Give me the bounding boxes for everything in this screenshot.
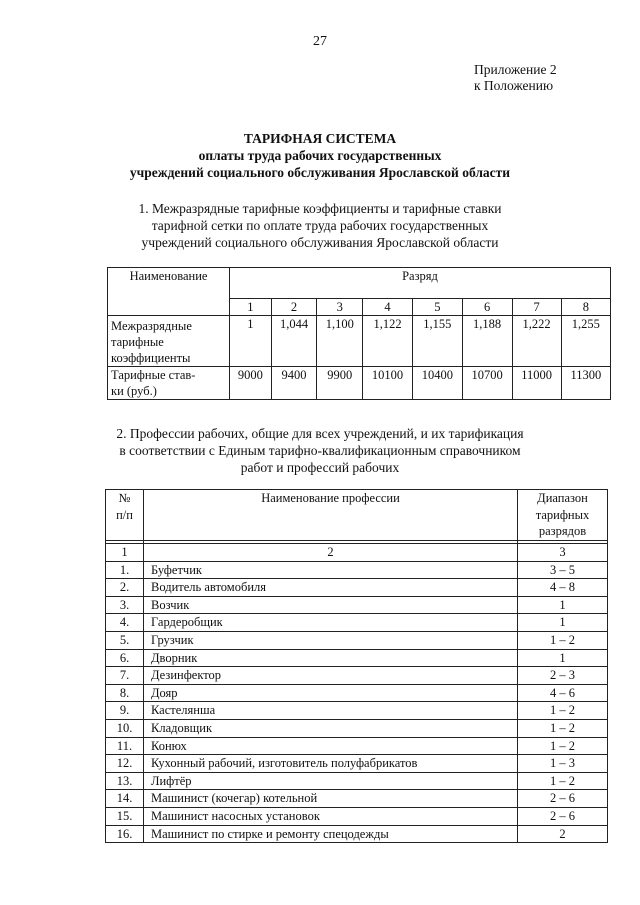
profession-name: Грузчик	[144, 631, 518, 649]
row-number: 9.	[106, 702, 144, 720]
row-number: 5.	[106, 631, 144, 649]
profession-name: Дояр	[144, 684, 518, 702]
table-row	[106, 596, 608, 614]
grade-header-cell: 8	[561, 299, 610, 316]
grade-header-cell: 1	[230, 299, 272, 316]
table2-header-name: Наименование профессии	[144, 490, 518, 541]
row2-label-line-2: ки (руб.)	[111, 384, 157, 398]
grade-range: 1 – 2	[518, 772, 608, 790]
table-row	[106, 631, 608, 649]
row-number: 8.	[106, 684, 144, 702]
page-number: 27	[313, 34, 327, 49]
row1-label-line-3: коэффициенты	[111, 351, 191, 365]
coefficient-cell: 1,044	[271, 316, 317, 367]
grade-header-cell: 4	[363, 299, 413, 316]
coefficient-cell: 1,155	[412, 316, 462, 367]
row-number: 11.	[106, 737, 144, 755]
row-number: 13.	[106, 772, 144, 790]
rate-cell: 10700	[462, 367, 512, 400]
row-number: 2.	[106, 579, 144, 597]
tariff-coefficients-table	[107, 267, 611, 400]
document-title	[0, 130, 640, 181]
profession-name: Машинист по стирке и ремонту спецодежды	[144, 825, 518, 843]
section-1-line-3: учреждений социального обслуживания Ярославской области	[141, 235, 499, 250]
header-range-line-1: Диапазон	[537, 491, 588, 505]
row-number: 10.	[106, 719, 144, 737]
grade-header-cell: 5	[412, 299, 462, 316]
rate-cell: 9900	[317, 367, 363, 400]
title-line-2: оплаты труда рабочих государственных	[198, 148, 442, 163]
profession-name: Дезинфектор	[144, 667, 518, 685]
row-number: 4.	[106, 614, 144, 632]
appendix-line-2: к Положению	[474, 78, 554, 93]
section-1-heading	[0, 200, 640, 251]
row-number: 3.	[106, 596, 144, 614]
rate-cell: 11000	[512, 367, 561, 400]
table-row	[106, 561, 608, 579]
grade-range: 1 – 3	[518, 755, 608, 773]
row-number: 7.	[106, 667, 144, 685]
row-number: 6.	[106, 649, 144, 667]
grade-range: 4 – 8	[518, 579, 608, 597]
profession-name: Гардеробщик	[144, 614, 518, 632]
row-number: 15.	[106, 807, 144, 825]
grade-range: 1 – 2	[518, 737, 608, 755]
profession-name: Машинист насосных установок	[144, 807, 518, 825]
profession-name: Водитель автомобиля	[144, 579, 518, 597]
grade-range: 1 – 2	[518, 719, 608, 737]
appendix-line-1: Приложение 2	[474, 62, 557, 77]
grade-range: 1	[518, 614, 608, 632]
rate-cell: 10100	[363, 367, 413, 400]
title-line-1: ТАРИФНАЯ СИСТЕМА	[243, 131, 397, 146]
coefficient-cell: 1,255	[561, 316, 610, 367]
coefficient-cell: 1	[230, 316, 272, 367]
grade-range: 2 – 3	[518, 667, 608, 685]
row1-label-line-2: тарифные	[111, 335, 164, 349]
col-number-2: 2	[144, 544, 518, 562]
section-2-line-2: в соответствии с Единым тарифно-квалификационным справочником	[119, 443, 521, 458]
coefficient-cell: 1,122	[363, 316, 413, 367]
table2-header-range	[518, 490, 608, 541]
profession-name: Дворник	[144, 649, 518, 667]
title-line-3: учреждений социального обслуживания Ярославской области	[129, 165, 511, 180]
col-number-3: 3	[518, 544, 608, 562]
row-number: 16.	[106, 825, 144, 843]
rate-cell: 10400	[412, 367, 462, 400]
appendix-note	[474, 62, 557, 94]
profession-name: Кухонный рабочий, изготовитель полуфабрикатов	[144, 755, 518, 773]
profession-name: Лифтёр	[144, 772, 518, 790]
grade-header-cell: 2	[271, 299, 317, 316]
table-row	[106, 807, 608, 825]
grade-range: 2 – 6	[518, 807, 608, 825]
table1-header-name: Наименование	[108, 268, 230, 316]
table-row	[106, 737, 608, 755]
profession-name: Машинист (кочегар) котельной	[144, 790, 518, 808]
header-range-line-3: разрядов	[538, 524, 587, 539]
table1-header-grade: Разряд	[230, 268, 611, 299]
table-row	[106, 772, 608, 790]
table-row	[106, 649, 608, 667]
grade-range: 1	[518, 596, 608, 614]
table-row	[106, 719, 608, 737]
coefficient-cell: 1,188	[462, 316, 512, 367]
grade-range: 2 – 6	[518, 790, 608, 808]
grade-range: 1	[518, 649, 608, 667]
profession-name: Буфетчик	[144, 561, 518, 579]
row1-label-line-1: Межразрядные	[111, 319, 192, 333]
section-2-line-3: работ и профессий рабочих	[240, 460, 400, 475]
table-row	[106, 702, 608, 720]
rate-cell: 11300	[561, 367, 610, 400]
profession-name: Возчик	[144, 596, 518, 614]
professions-table	[105, 489, 608, 843]
coefficient-cell: 1,222	[512, 316, 561, 367]
grade-range: 3 – 5	[518, 561, 608, 579]
section-1-line-1: 1. Межразрядные тарифные коэффициенты и тарифные ставки	[138, 201, 502, 216]
grade-range: 1 – 2	[518, 702, 608, 720]
table-row	[106, 790, 608, 808]
grade-header-cell: 7	[512, 299, 561, 316]
grade-range: 4 – 6	[518, 684, 608, 702]
table-row	[106, 579, 608, 597]
col-number-1: 1	[106, 544, 144, 562]
table-row	[106, 614, 608, 632]
table-row	[106, 667, 608, 685]
table1-row2-label	[108, 367, 230, 400]
header-range-line-2: тарифных	[535, 507, 590, 522]
grade-header-cell: 6	[462, 299, 512, 316]
grade-range: 1 – 2	[518, 631, 608, 649]
table1-row1-label	[108, 316, 230, 367]
rate-cell: 9000	[230, 367, 272, 400]
section-2-line-1: 2. Профессии рабочих, общие для всех учреждений, и их тарификация	[116, 426, 524, 441]
section-2-heading	[0, 425, 640, 476]
table2-header-num	[106, 490, 144, 541]
table-row	[106, 755, 608, 773]
profession-name: Кладовщик	[144, 719, 518, 737]
rate-cell: 9400	[271, 367, 317, 400]
table-row	[106, 684, 608, 702]
grade-header-cell: 3	[317, 299, 363, 316]
header-num-line-2: п/п	[116, 507, 133, 522]
row-number: 14.	[106, 790, 144, 808]
row-number: 1.	[106, 561, 144, 579]
grade-range: 2	[518, 825, 608, 843]
table-row	[106, 825, 608, 843]
coefficient-cell: 1,100	[317, 316, 363, 367]
row-number: 12.	[106, 755, 144, 773]
row2-label-line-1: Тарифные став-	[111, 368, 196, 382]
section-1-line-2: тарифной сетки по оплате труда рабочих государственных	[151, 218, 489, 233]
profession-name: Конюх	[144, 737, 518, 755]
header-num-line-1: №	[118, 491, 131, 505]
profession-name: Кастелянша	[144, 702, 518, 720]
